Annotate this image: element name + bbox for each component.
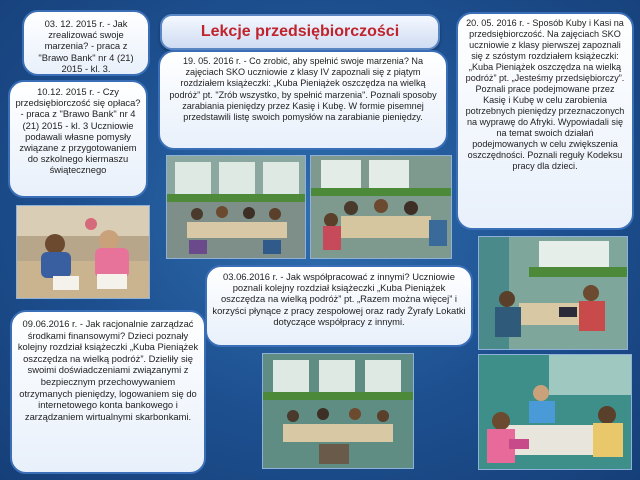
photo-classroom-4: [262, 353, 414, 469]
photo-classroom-2: [310, 155, 452, 259]
note-jun03: 03.06.2016 r. - Jak współpracować z innymi? Uczniowie poznali kolejny rozdział książeczki „Kuba Pieniążek oszczędza na wielką podróż” pt. „Razem można więcej” i korzyści płynące z pracy zespołowej oraz rady Żyrafy Lokatki dotyczące współpracy z innymi.: [205, 265, 473, 347]
photo-classroom-3: [478, 236, 628, 350]
photo-classroom-1: [166, 155, 306, 259]
page-title: Lekcje przedsiębiorczości: [160, 14, 440, 50]
photo-girls-reading: [16, 205, 150, 299]
note-dec03: 03. 12. 2015 r. - Jak zrealizować swoje marzenia? - praca z "Brawo Bank" nr 4 (21) 2015 - kl. 3.: [22, 10, 150, 76]
note-may19: 19. 05. 2016 r. - Co zrobić, aby spełnić swoje marzenia? Na zajęciach SKO uczniowie z klasy IV zapoznali się z piątym rozdziałem książeczki: „Kuba Pieniążek oszczędza na wielką podróż” pt. "Zrób wszystko, by spełnić marzenia". Poznali sposoby zarabiania pieniędzy przez Kasię i Kubę. W formie pisemnej przedstawili listę swoich pomysłów na zarabianie pieniędzy.: [158, 50, 448, 150]
note-jun09: 09.06.2016 r. - Jak racjonalnie zarządzać środkami finansowymi? Dzieci poznały kolejny rozdział książeczki „Kuba Pieniążek oszczędza na wielką podróż”. Dzieliły się swoimi doświadczeniami związanymi z bezpiecznym przechowywaniem otrzymanych pieniędzy, logowaniem się do internetowego konta bankowego i zarządzaniem wirtualnymi skarbonkami.: [10, 310, 206, 474]
note-dec10: 10.12. 2015 r. - Czy przedsiębiorczość się opłaca? - praca z "Brawo Bank" nr 4 (21) 2015 - kl. 3 Uczniowie podawali własne pomysły związane z przygotowaniem do szkolnego kiermaszu świątecznego: [8, 80, 148, 198]
note-may20: 20. 05. 2016 r. - Sposób Kuby i Kasi na przedsiębiorczość. Na zajęciach SKO uczniowie z klasy pierwszej zapoznali się z szóstym rozdziałem książeczki: „Kuba Pieniążek oszczędza na wielką podróż” pt. „Jesteśmy przedsiębiorczy”. Poznali prace podejmowane przez Kasię i Kubę w celu zarobienia potrzebnych pieniędzy przeznaczonych na wyprawę do Afryki. Wypowiadali się na temat swoich działań podejmowanych w celu zwiększenia oszczędności. Poznali reguły Kodeksu pracy dla dzieci.: [456, 12, 634, 230]
photo-classroom-5: [478, 354, 632, 470]
